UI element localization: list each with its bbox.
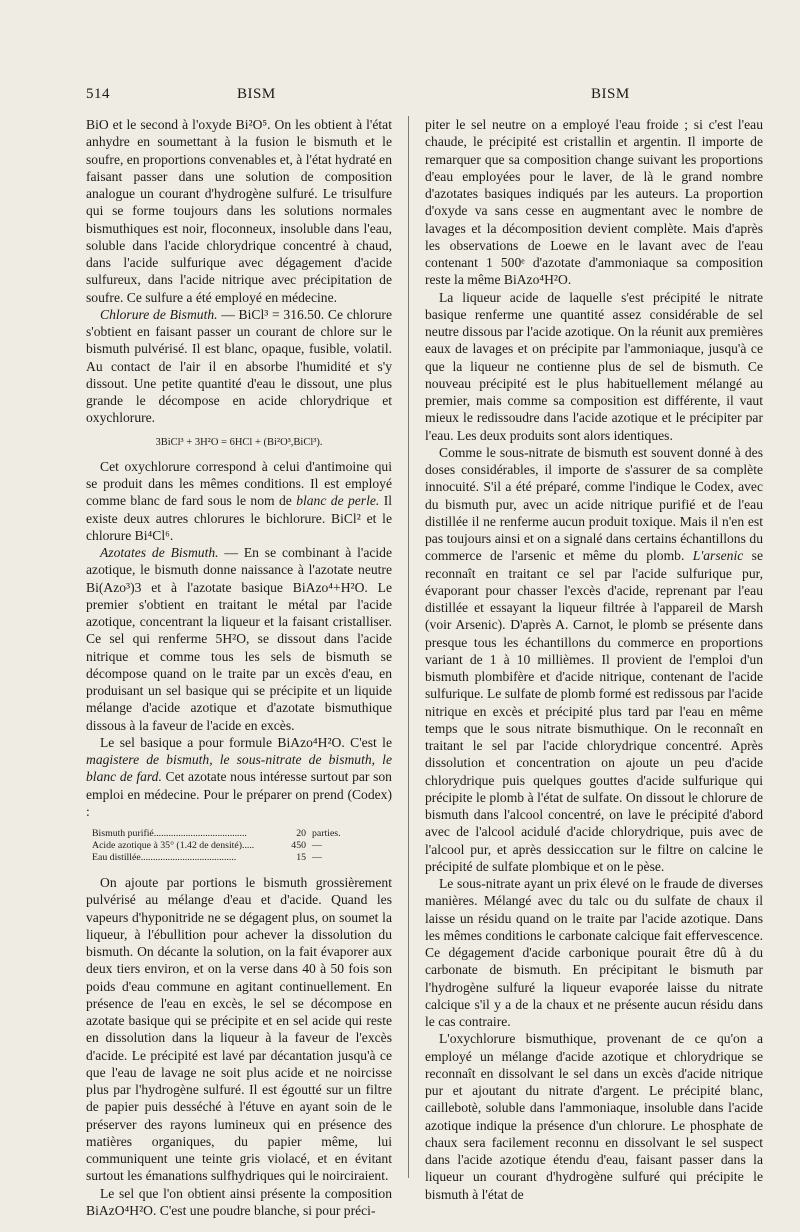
blanc-de-perle-term: blanc de perle. xyxy=(296,493,380,509)
section-title-azotates: Azotates de Bismuth. xyxy=(100,545,219,560)
paragraph-oxychlorure xyxy=(86,458,392,544)
paragraph-preparation: On ajoute par portions le bismuth grossièrement pulvérisé au mélange d'eau et d'acide. Quand les vapeurs d'hyponitride ne se dégagent plus, on soumet la liqueur, à l'ébullition pour achever la dissolution du bismuth. On décante la solution, on la fait évaporer aux deux tiers environ, et on la verse dans 40 à 50 fois son poids d'eau commune en agitant continuellement. En présence de l'eau en excès, le sel se décompose en azotate basique qui se précipite et en sel acide qui reste en dissolution dans la liqueur à la faveur de l'excès d'acide. Le précipité est lavé par décantation jusqu'à ce que l'eau de lavage ne soit plus acide et ne noircisse plus par l'hydrogène sulfuré. Il est égoutté sur un filtre de papier puis desséché à l'étuve en ayant soin de le préserver des rayons lumineux qui en présence des matières organiques, du papier même, lui communiquent une teinte gris violacé, et en évitant surtout les émanations sulfhydriques qui le noirciraient. xyxy=(86,875,392,1184)
paragraph-sulfures: BiO et le second à l'oxyde Bi²O⁵. On les obtient à l'état anhydre en soumettant à la fusion le bismuth et le soufre, en proportions convenables et, à l'état hydraté en faisant passer dans une solution de composition analogue un courant d'hydrogène sulfuré. Le trisulfure qui se forme toujours dans les solutions normales bismuthiques est noir, floconneux, insoluble dans l'eau, soluble dans l'acide chlorydrique concentré à chaud, dans l'acide sulfurique avec dégagement d'acide sulfureux, dans l'acide nitrique avec précipitation de soufre. Ce sulfure a été employé en médecine. xyxy=(86,117,392,305)
column-divider xyxy=(408,116,409,1178)
recipe-row xyxy=(92,828,362,840)
paragraph-oxychlorure-text-2: Il existe deux autres chlorures le bichlorure. BiCl² et le chlorure Bi⁴Cl⁶. xyxy=(86,493,392,543)
recipe-ingredient: Acide azotique à 35° (1.42 de densité)..... xyxy=(92,840,255,851)
paragraph-innocuite-text: Comme le sous-nitrate de bismuth est souvent donné à des doses considérables, il importe de s'assurer de sa complète innocuité. S'il a été préparé, comme l'indique le Codex, avec du bismuth pur, avec un acide nitrique purifié et de l'eau distillée il ne renferme aucun produit toxique. Mais il n'en est pas toujours ainsi et on a signalé dans certains échantillons du commerce de l'arsenic et même du plomb. xyxy=(425,444,763,564)
paragraph-chlorure xyxy=(86,306,392,427)
paragraph-innocuite-text-2: se reconnaît en traitant ce sel par l'acide sulfurique pur, évaporant pour chasser l'excès d'acide, reprenant par l'eau distillée et essayant la liqueur filtrée à l'appareil de Marsh (voir Arsenic). D'après A. Carnot, le plomb se présente dans presque tous les échantillons du commerce en proportions variant de 1 à 10 millièmes. Il provient de l'emploi d'un bismuth plombifère et d'acide nitrique, contenant de l'acide sulfurique. Le sulfate de plomb formé est redissous par l'acide nitrique en excès et précipité plus tard par l'eau en même temps que le sous nitrate bismuthique. On le reconnaît en traitant le sel par l'acide chlorydrique concentré. Après dissolution et concentration on ajoute un peu d'acide chlorydrique puis quelques gouttes d'acide sulfurique qui précipite le plomb à l'état de sulfate. On dissout le chlorure de bismuth dans l'alcool concentré, on lave le précipité d'abord avec de l'alcool acidulé d'acide chlorydrique, puis avec de l'alcool pur, et après dessiccation sur le filtre on calcine le précipité de sulfate plombique et on le pèse. xyxy=(425,548,763,874)
recipe-row xyxy=(92,840,362,852)
paragraph-azotates xyxy=(86,544,392,734)
paragraph-oxychlorure-text: Cet oxychlorure correspond à celui d'antimoine qui se produit dans les mêmes conditions. Il est employé comme blanc de fard sous le nom de xyxy=(86,458,392,509)
recipe-ingredient: Eau distillée....................................... xyxy=(92,852,237,863)
recipe-unit: — xyxy=(312,852,322,863)
paragraph-sel-basique-text: Le sel basique a pour formule BiAzo⁴H²O. C'est le xyxy=(100,734,392,750)
paragraph-fraude: Le sous-nitrate ayant un prix élevé on le fraude de diverses manières. Mélangé avec du talc ou du sulfate de chaux il laisse un résidu quand on le traite par l'acide azotique. Dans les mêmes conditions le carbonate calcique fait effervescence. Ce dégagement d'acide carbonique pourait être dû à du carbonate de bismuth. En précipitant le bismuth par l'hydrogène sulfuré la liqueur evaporée laisse du nitrate calcique s'il y a de la chaux et ne présente aucun résidu dans le cas contraire. xyxy=(425,876,763,1029)
paragraph-precipitation: piter le sel neutre on a employé l'eau froide ; si c'est l'eau chaude, le précipité est cristallin et argentin. Il importe de remarquer que sa composition change suivant les proportions d'eau employées pour le laver, de là le grand nombre d'azotates basiques indiqués par les auteurs. La proportion d'oxyde va sans cesse en augmentant avec le nombre de lavages et la décomposition devient complète. Mais d'après les observations de Loewe en le lavant avec de l'eau contenant 1 500ᵉ d'azotate d'ammoniaque sa composition reste la même BiAzo⁴H²O. xyxy=(425,117,763,288)
codex-recipe-table xyxy=(92,828,362,864)
paragraph-chlorure-text: — BiCl³ = 316.50. Ce chlorure s'obtient en faisant passer un courant de chlore sur le bismuth pulvérisé. Il est blanc, opaque, fusible, volatil. Au contact de l'air il en absorbe l'humidité et s'y dissout. Une petite quantité d'eau le dissout, une plus grande le décompose en acide chlorydrique et oxychlorure. xyxy=(86,306,392,426)
recipe-quantity: 450 xyxy=(291,840,306,851)
recipe-quantity: 20 xyxy=(296,828,306,839)
recipe-unit: — xyxy=(312,840,322,851)
recipe-ingredient: Bismuth purifié...................................... xyxy=(92,828,247,839)
arsenic-term: L'arsenic xyxy=(692,548,744,564)
running-title-right: BISM xyxy=(591,86,630,102)
page-number: 514 xyxy=(86,86,110,102)
recipe-quantity: 15 xyxy=(296,852,306,863)
paragraph-azotates-text: — En se combinant à l'acide azotique, le bismuth donne naissance à l'azotate neutre Bi(Azo³)3 et à l'azotate basique BiAzo⁴+H²O. Le premier s'obtient en traitant le métal par l'acide azotique, concentrant la liqueur et la faisant cristalliser. Ce sel qui renferme 5H²O, se dissout dans l'acide nitrique et comme tous les sels de bismuth se décompose quand on le traite par un excès d'eau, en produisant un sel basique qui se précipite et un liquide mélange d'acide azotique et d'azotate bismuthique dissous à la faveur de l'acide en excès. xyxy=(86,545,392,733)
magistere-term: magistere de bismuth, le sous-nitrate de bismuth, le blanc de fard. xyxy=(86,752,392,785)
paragraph-innocuite xyxy=(425,444,763,875)
paragraph-composition: Le sel que l'on obtient ainsi présente la composition BiAzO⁴H²O. C'est une poudre blanche, si pour préci- xyxy=(86,1185,392,1218)
chemical-equation: 3BiCl³ + 3H²O = 6HCl + (Bi²O³,BiCl³). xyxy=(155,436,323,448)
left-column xyxy=(86,116,392,1219)
paragraph-oxychlorure-test: L'oxychlorure bismuthique, provenant de ce qu'on a employé un mélange d'acide azotique et chlorydrique se reconnaît en dissolvant le sel dans un excès d'acide nitrique pur et ajoutant du nitrate d'argent. Le précipité blanc, caillebotè, soluble dans l'ammoniaque, insoluble dans l'acide azotique indique la présence d'un chlorure. Le phosphate de chaux sera facilement reconnu en dissolvant le sel suspect dans l'acide azotique étendu d'eau, faisant passer dans la liqueur un courant d'hydrogène sulfuré qui précipite le bismuth à l'état de xyxy=(425,1031,763,1202)
paragraph-liqueur-acide: La liqueur acide de laquelle s'est précipité le nitrate basique renferme une quantité assez considérable de sel neutre dissous par l'acide azotique. On la réunit aux premières eaux de lavages et on précipite par l'ammoniaque, jusqu'à ce que la liqueur ne contienne plus de sel de bismuth. Ce nouveau précipité est le plus habituellement mélangé au premier, mais comme sa composition est différente, il vaut mieux le redissoudre dans l'acide azotique et le précipiter par l'eau. Les deux produits sont alors identiques. xyxy=(425,289,763,443)
running-title-left: BISM xyxy=(237,86,276,102)
paragraph-sel-basique-text-2: Cet azotate nous intéresse surtout par son emploi en médecine. Pour le préparer on prend (Codex) : xyxy=(86,769,392,819)
right-column xyxy=(425,116,763,1203)
recipe-row xyxy=(92,852,362,864)
paragraph-sel-basique xyxy=(86,734,392,820)
section-title-chlorure: Chlorure de Bismuth. xyxy=(100,306,218,322)
recipe-unit: parties. xyxy=(312,828,341,839)
